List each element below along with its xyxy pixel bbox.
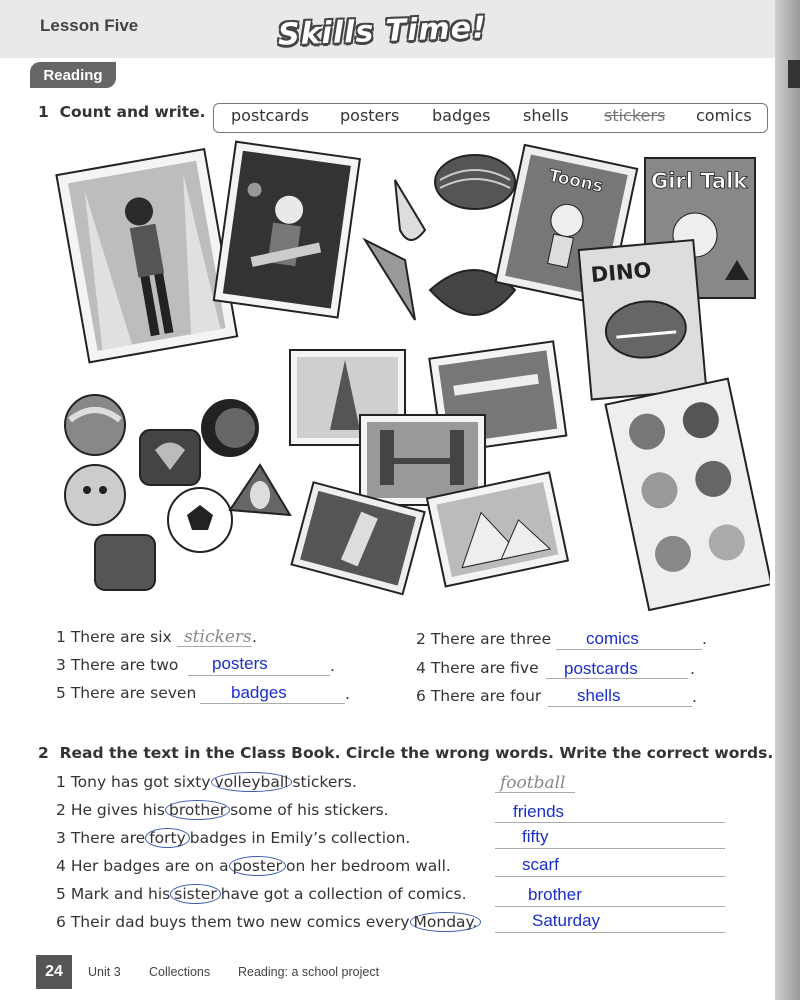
item-number: 4: [56, 857, 66, 875]
item-text-before: He gives his: [70, 801, 165, 819]
footer-topic: Collections: [149, 965, 211, 979]
sentence-number: 4: [416, 659, 426, 677]
ex2-item-4: [56, 857, 451, 875]
item-text-before: Their dad buys them two new comics every: [70, 913, 410, 931]
ex2-number: 2: [38, 744, 49, 762]
section-tab: Reading: [30, 62, 116, 88]
answer-line: [495, 914, 725, 933]
answer-text: comics: [586, 629, 639, 648]
answer-text: posters: [212, 654, 268, 673]
circled-word: sister: [170, 884, 220, 904]
answer-text: Saturday: [532, 911, 601, 930]
answer-text: fifty: [522, 827, 549, 846]
ex1-sentence-1: [56, 628, 172, 646]
sentence-end: .: [345, 685, 350, 703]
ex2-item-2: [56, 801, 389, 819]
answer-text: football: [500, 773, 566, 793]
item-text-before: Her badges are on a: [70, 857, 229, 875]
sentence-end: .: [702, 630, 707, 648]
lesson-label: Lesson Five: [40, 16, 139, 35]
circled-word: volleyball: [211, 772, 293, 792]
word-stickers: stickers: [604, 106, 666, 125]
circled-word: forty: [145, 828, 190, 848]
svg-text:DINO: DINO: [589, 257, 653, 288]
ex2-instruction: Read the text in the Class Book. Circle the wrong words. Write the correct words.: [59, 744, 774, 762]
answer-text: friends: [513, 802, 565, 821]
sticker-sheet-image: [606, 379, 770, 610]
sentence-text: There are two: [70, 656, 179, 674]
sentence-text: There are six: [70, 628, 172, 646]
item-number: 5: [56, 885, 66, 903]
sentence-number: 1: [56, 628, 66, 646]
footer-lesson: Reading: a school project: [238, 965, 380, 979]
word-postcards: postcards: [231, 106, 309, 125]
circled-word: brother: [165, 800, 230, 820]
item-text-before: Mark and his: [70, 885, 171, 903]
item-text-before: Tony has got sixty: [70, 773, 211, 791]
answer-text: badges: [231, 683, 287, 702]
circled-word: Monday.: [410, 912, 482, 932]
badges-image: [65, 395, 290, 590]
item-number: 1: [56, 773, 66, 791]
sentence-text: There are four: [430, 687, 542, 705]
ex1-number: 1: [38, 103, 49, 121]
ex1-sentence-5: [56, 684, 196, 702]
item-text-after: stickers.: [292, 773, 357, 791]
sentence-text: There are three: [430, 630, 552, 648]
word-comics: comics: [696, 106, 752, 125]
item-number: 3: [56, 829, 66, 847]
circled-word: poster: [229, 856, 286, 876]
sentence-end: .: [252, 628, 257, 646]
ex1-sentence-2: [416, 630, 551, 648]
svg-text:Girl Talk: Girl Talk: [651, 169, 748, 193]
answer-text: shells: [577, 686, 621, 705]
sentence-number: 6: [416, 687, 426, 705]
answer-text: postcards: [564, 659, 638, 678]
page-edge: [775, 0, 800, 1000]
page-title: Skills Time!: [277, 10, 488, 53]
page-edge-tab: [788, 60, 800, 88]
item-text-after: badges in Emily’s collection.: [189, 829, 411, 847]
word-badges: badges: [432, 106, 491, 125]
sentence-number: 5: [56, 684, 66, 702]
poster-band-image: [214, 142, 360, 318]
ex2-item-6: [56, 913, 481, 931]
sentence-number: 2: [416, 630, 426, 648]
comic-dino-image: [579, 240, 707, 399]
poster-singer-image: [56, 149, 237, 362]
answer-text: scarf: [522, 855, 559, 874]
page-number: 24: [36, 955, 72, 989]
svg-text:Toons: Toons: [546, 165, 605, 197]
ex1-sentence-4: [416, 659, 539, 677]
answer-text: brother: [528, 885, 582, 904]
item-text-before: There are: [70, 829, 146, 847]
ex1-title: [38, 103, 206, 121]
sentence-number: 3: [56, 656, 66, 674]
shells-image: [365, 155, 515, 320]
ex1-instruction: Count and write.: [59, 103, 206, 121]
item-text-after: on her bedroom wall.: [285, 857, 451, 875]
footer-unit: Unit 3: [88, 965, 121, 979]
ex2-item-5: [56, 885, 467, 903]
item-number: 2: [56, 801, 66, 819]
ex1-sentence-3: [56, 656, 178, 674]
sentence-text: There are five: [430, 659, 539, 677]
item-number: 6: [56, 913, 66, 931]
sentence-end: .: [330, 657, 335, 675]
sentence-end: .: [690, 660, 695, 678]
sentence-end: .: [692, 688, 697, 706]
collection-illustration: [55, 140, 770, 620]
ex2-item-1: [56, 773, 357, 791]
sentence-text: There are seven: [70, 684, 197, 702]
ex2-title: [38, 744, 773, 762]
word-shells: shells: [523, 106, 569, 125]
ex1-sentence-6: [416, 687, 541, 705]
item-text-after: have got a collection of comics.: [220, 885, 467, 903]
answer-text: stickers: [184, 627, 252, 647]
word-posters: posters: [340, 106, 400, 125]
item-text-after: some of his stickers.: [230, 801, 389, 819]
ex2-item-3: [56, 829, 410, 847]
